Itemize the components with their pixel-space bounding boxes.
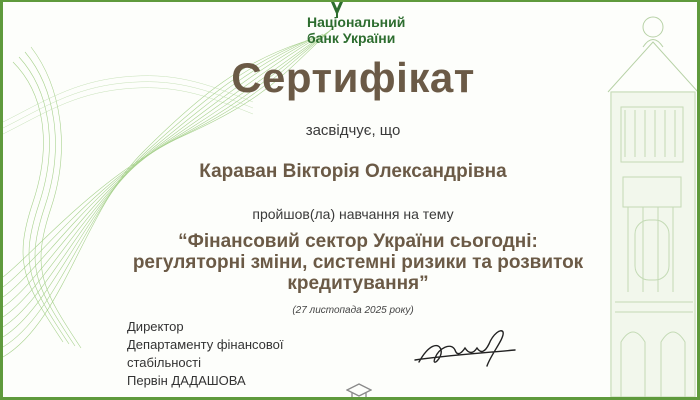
signatory-name: Первін ДАДАШОВА (127, 373, 246, 388)
bank-name-line1: Національний (307, 14, 406, 30)
bank-name-line2: банк України (307, 30, 396, 46)
course-title-line3: кредитування” (287, 273, 429, 294)
signature-icon (411, 324, 521, 376)
graduation-cap-icon (346, 382, 372, 400)
recipient-name: Караван Вікторія Олександрівна (199, 161, 507, 182)
course-date: (27 листопада 2025 року) (292, 305, 414, 316)
course-title-line1: “Фінансовий сектор України сьогодні: (178, 231, 538, 252)
course-title-line2: регуляторні зміни, системні ризики та розвиток (132, 252, 584, 273)
signatory-position-line1: Директор (127, 319, 184, 334)
signatory-position-line2: Департаменту фінансової (127, 337, 284, 352)
completed-text: пройшов(ла) навчання на тему (252, 206, 454, 222)
bank-name (307, 14, 427, 46)
certifies-text: засвідчує, що (305, 122, 401, 139)
signatory-position-line3: стабільності (127, 355, 201, 370)
course-title (95, 231, 621, 294)
certificate-title: Сертифікат (231, 54, 475, 101)
signatory-block (127, 318, 327, 390)
